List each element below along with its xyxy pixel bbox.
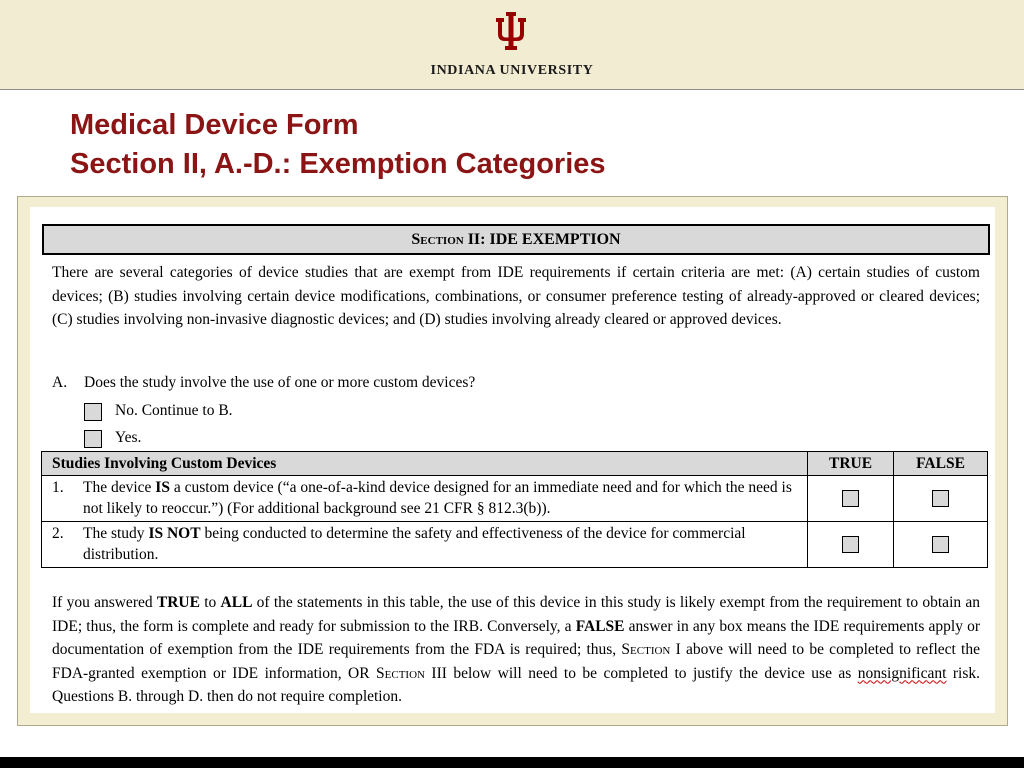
summary-nonsignificant: nonsignificant bbox=[857, 664, 947, 682]
slide-title-line-2: Section II, A.-D.: Exemption Categories bbox=[70, 148, 606, 180]
option-no-checkbox[interactable] bbox=[84, 403, 102, 421]
iu-trident-icon bbox=[496, 12, 526, 50]
summary-text-5: I above will need to be completed to reflect the FDA-granted exemption or IDE information, OR bbox=[52, 641, 980, 682]
summary-text-4: answer in any box means the IDE requirements apply or documentation of exemption from the IDE requirements from the FDA is required; thus, bbox=[52, 617, 980, 658]
section-header-title: II: IDE EXEMPTION bbox=[463, 231, 621, 248]
slide-title-line-1: Medical Device Form bbox=[70, 109, 359, 141]
section-header-prefix: Section bbox=[411, 231, 464, 248]
statement-text-bold: IS NOT bbox=[148, 525, 201, 542]
table-header-statement: Studies Involving Custom Devices bbox=[42, 452, 808, 476]
summary-text-1: If you answered bbox=[52, 594, 157, 611]
summary-paragraph bbox=[52, 591, 980, 709]
university-header-band bbox=[0, 0, 1024, 90]
option-no-label: No. Continue to B. bbox=[115, 402, 233, 419]
summary-section-1: Section bbox=[621, 641, 671, 658]
table-row bbox=[42, 522, 988, 568]
true-cell bbox=[808, 522, 894, 568]
summary-bold-false: FALSE bbox=[575, 617, 625, 635]
summary-bold-all: ALL bbox=[220, 594, 253, 611]
statement-text bbox=[83, 477, 801, 519]
statement-text-pre: The device bbox=[83, 479, 156, 496]
question-a-text: Does the study involve the use of one or more custom devices? bbox=[84, 374, 476, 391]
university-name: INDIANA UNIVERSITY bbox=[430, 63, 594, 78]
table-header-row bbox=[42, 452, 988, 476]
statement-text-bold: IS bbox=[155, 479, 170, 496]
summary-bold-true: TRUE bbox=[156, 594, 200, 611]
intro-paragraph: There are several categories of device studies that are exempt from IDE requirements if certain criteria are met: (A) certain studies of custom devices; (B) studies involving certain device modifications, combinations, or consumer preference testing of already-approved or cleared devices; (C) studies involving non-invasive diagnostic devices; and (D) studies involving already cleared or approved devices. bbox=[52, 264, 980, 328]
slide-title bbox=[70, 106, 606, 184]
false-checkbox-2[interactable] bbox=[932, 536, 949, 553]
false-cell bbox=[894, 522, 988, 568]
summary-section-3: Section bbox=[376, 664, 425, 682]
statement-text bbox=[83, 523, 801, 565]
statement-text-pre: The study bbox=[83, 525, 149, 542]
custom-devices-table bbox=[41, 451, 988, 568]
true-checkbox-1[interactable] bbox=[842, 490, 859, 507]
question-a-number: A. bbox=[52, 374, 68, 391]
question-a bbox=[52, 373, 475, 393]
table-header-false: FALSE bbox=[894, 452, 988, 476]
bottom-bar bbox=[0, 757, 1024, 768]
true-cell bbox=[808, 476, 894, 522]
false-checkbox-1[interactable] bbox=[932, 490, 949, 507]
statement-cell bbox=[42, 476, 808, 522]
form-page bbox=[30, 207, 995, 713]
statement-number: 2. bbox=[52, 525, 64, 542]
option-yes-label: Yes. bbox=[115, 429, 142, 446]
summary-text-3: of the statements in this table, the use of this device in this study is likely exempt from the requirement to obtain an IDE; thus, the form is complete and ready for submission to the IRB. Conversely, a bbox=[52, 594, 981, 635]
statement-number: 1. bbox=[52, 479, 64, 496]
form-screenshot-frame bbox=[17, 196, 1008, 726]
section-header bbox=[42, 224, 990, 255]
statement-text-post: a custom device (“a one-of-a-kind device designed for an immediate need and for which the need is not likely to reoccur.”) (For additional background see 21 CFR § 812.3(b)). bbox=[83, 479, 792, 517]
summary-text-6: III below will need to be completed to justify the device use as bbox=[424, 664, 858, 682]
summary-text-2: to bbox=[199, 594, 221, 611]
option-yes-checkbox[interactable] bbox=[84, 430, 102, 448]
true-checkbox-2[interactable] bbox=[842, 536, 859, 553]
statement-text-post: being conducted to determine the safety and effectiveness of the device for commercial distribution. bbox=[83, 525, 746, 563]
summary-text-7: risk. Questions B. through D. then do not require completion. bbox=[52, 664, 981, 705]
statement-cell bbox=[42, 522, 808, 568]
table-row bbox=[42, 476, 988, 522]
false-cell bbox=[894, 476, 988, 522]
table-header-true: TRUE bbox=[808, 452, 894, 476]
